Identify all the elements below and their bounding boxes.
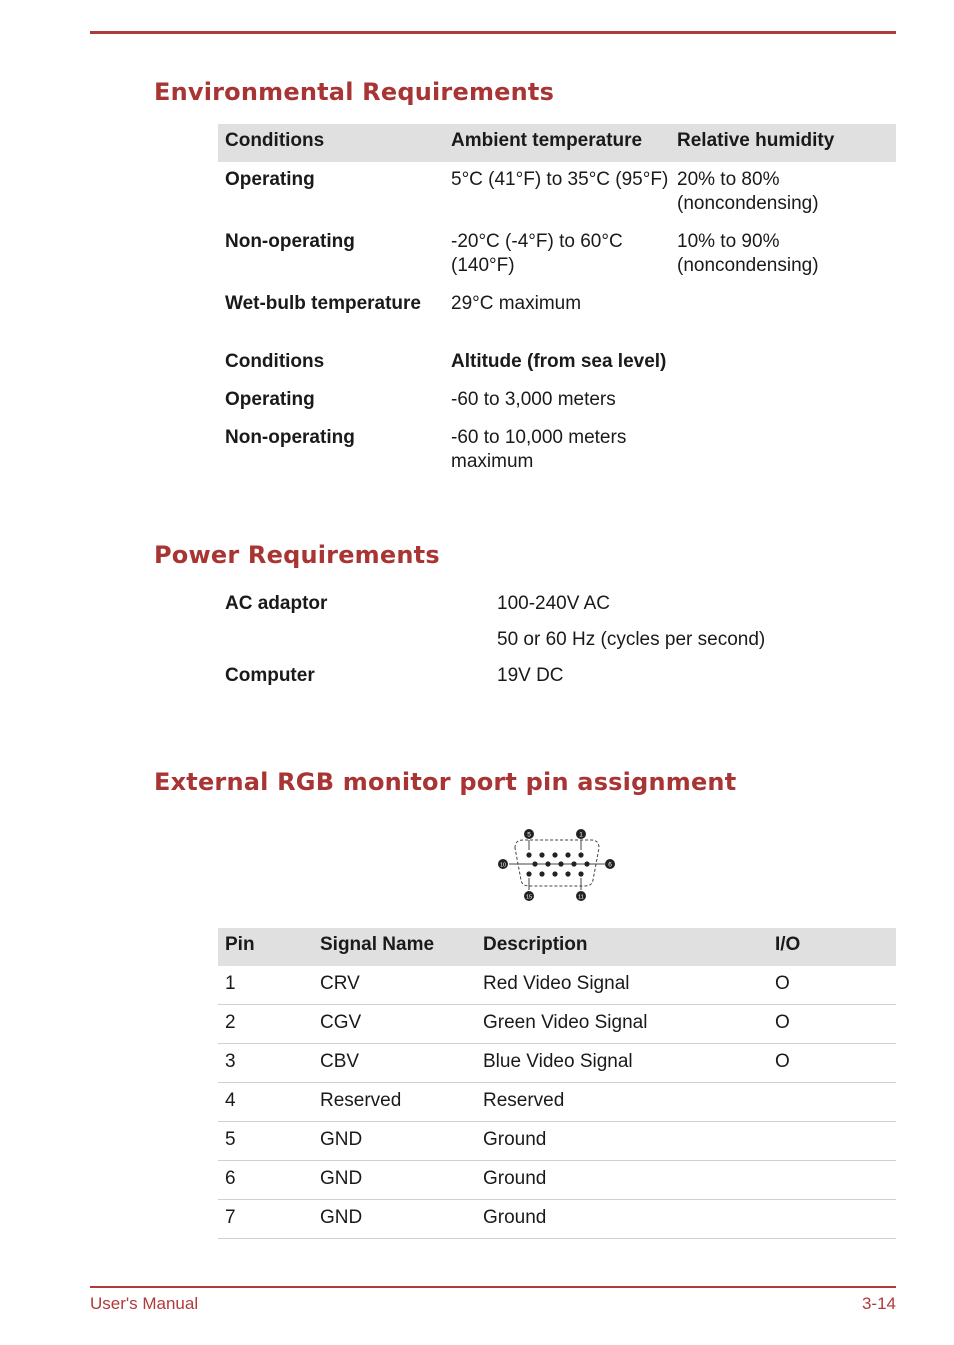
environment-table: [218, 124, 896, 324]
pin-cell: 6: [218, 1161, 313, 1200]
altitude-table: [218, 344, 896, 482]
header-relative-humidity: Relative humidity: [670, 124, 896, 162]
altitude-cell: -60 to 10,000 meters maximum: [451, 427, 627, 472]
signal-cell: GND: [313, 1122, 476, 1161]
table-header-row: [218, 344, 896, 382]
table-row: [218, 966, 896, 1005]
description-cell: Green Video Signal: [476, 1005, 768, 1044]
top-rule: [90, 31, 896, 34]
power-value: 50 or 60 Hz (cycles per second): [497, 629, 766, 650]
signal-cell: CRV: [313, 966, 476, 1005]
io-cell: [768, 1122, 896, 1161]
table-row: [218, 224, 896, 286]
table-header-row: [218, 124, 896, 162]
pin-label-6: 6: [608, 861, 612, 869]
signal-cell: Reserved: [313, 1083, 476, 1122]
table-row: [218, 1044, 896, 1083]
pin-label-10: 10: [499, 862, 507, 869]
pin-label-5: 5: [527, 831, 531, 839]
table-row: [218, 382, 896, 420]
humidity-cell: 10% to 90% (noncondensing): [677, 231, 819, 276]
io-cell: [768, 1083, 896, 1122]
power-label: [218, 622, 490, 658]
pin-cell: 7: [218, 1200, 313, 1239]
power-table: [218, 586, 896, 694]
io-cell: O: [768, 966, 896, 1005]
humidity-cell: 20% to 80% (noncondensing): [677, 169, 819, 214]
description-cell: Ground: [476, 1122, 768, 1161]
io-cell: [768, 1161, 896, 1200]
table-row: [218, 586, 896, 622]
io-cell: O: [768, 1005, 896, 1044]
altitude-cell: -60 to 3,000 meters: [451, 389, 616, 410]
table-row: [218, 1122, 896, 1161]
temperature-cell: 29°C maximum: [451, 293, 582, 314]
bottom-rule: [90, 1286, 896, 1288]
temperature-cell: 5°C (41°F) to 35°C (95°F): [451, 169, 669, 190]
header-signal-name: Signal Name: [313, 928, 476, 966]
description-cell: Ground: [476, 1161, 768, 1200]
power-value: 19V DC: [497, 665, 564, 686]
pin-assignment-table: [218, 928, 896, 1239]
description-cell: Red Video Signal: [476, 966, 768, 1005]
header-ambient-temperature: Ambient temperature: [444, 124, 670, 162]
humidity-cell: [670, 286, 896, 324]
description-cell: Reserved: [476, 1083, 768, 1122]
table-row: [218, 1005, 896, 1044]
header-conditions: Conditions: [225, 351, 325, 372]
table-row: [218, 622, 896, 658]
description-cell: Ground: [476, 1200, 768, 1239]
pin-cell: 3: [218, 1044, 313, 1083]
table-row: [218, 1083, 896, 1122]
signal-cell: CGV: [313, 1005, 476, 1044]
footer-page-number: 3-14: [861, 1294, 896, 1313]
condition-cell: Operating: [225, 169, 315, 190]
power-value: 100-240V AC: [497, 593, 611, 614]
table-row: [218, 1200, 896, 1239]
table-row: [218, 162, 896, 224]
temperature-cell: -20°C (-4°F) to 60°C (140°F): [451, 231, 623, 276]
table-header-row: [218, 928, 896, 966]
pin-label-1: 1: [579, 831, 583, 839]
power-label: Computer: [225, 665, 315, 686]
table-row: [218, 1161, 896, 1200]
header-io: I/O: [768, 928, 896, 966]
header-conditions: Conditions: [218, 124, 444, 162]
header-description: Description: [476, 928, 768, 966]
footer-manual-title: User's Manual: [90, 1294, 199, 1313]
table-row: [218, 658, 896, 694]
pin-cell: 5: [218, 1122, 313, 1161]
power-heading: Power Requirements: [154, 541, 440, 569]
signal-cell: CBV: [313, 1044, 476, 1083]
header-pin: Pin: [218, 928, 313, 966]
environmental-heading: Environmental Requirements: [154, 78, 555, 106]
power-label: AC adaptor: [225, 593, 328, 614]
table-row: [218, 286, 896, 324]
rgb-heading: External RGB monitor port pin assignment: [154, 768, 737, 796]
pin-label-11: 11: [578, 894, 584, 901]
signal-cell: GND: [313, 1161, 476, 1200]
signal-cell: GND: [313, 1200, 476, 1239]
condition-cell: Wet-bulb temperature: [225, 293, 422, 314]
io-cell: O: [768, 1044, 896, 1083]
header-altitude: Altitude (from sea level): [451, 351, 667, 372]
condition-cell: Operating: [225, 389, 315, 410]
condition-cell: Non-operating: [225, 427, 355, 448]
pin-cell: 1: [218, 966, 313, 1005]
vga-connector-diagram: [495, 826, 619, 904]
description-cell: Blue Video Signal: [476, 1044, 768, 1083]
table-row: [218, 420, 896, 482]
pin-cell: 4: [218, 1083, 313, 1122]
io-cell: [768, 1200, 896, 1239]
condition-cell: Non-operating: [225, 231, 355, 252]
pin-cell: 2: [218, 1005, 313, 1044]
pin-label-15: 15: [525, 894, 533, 901]
